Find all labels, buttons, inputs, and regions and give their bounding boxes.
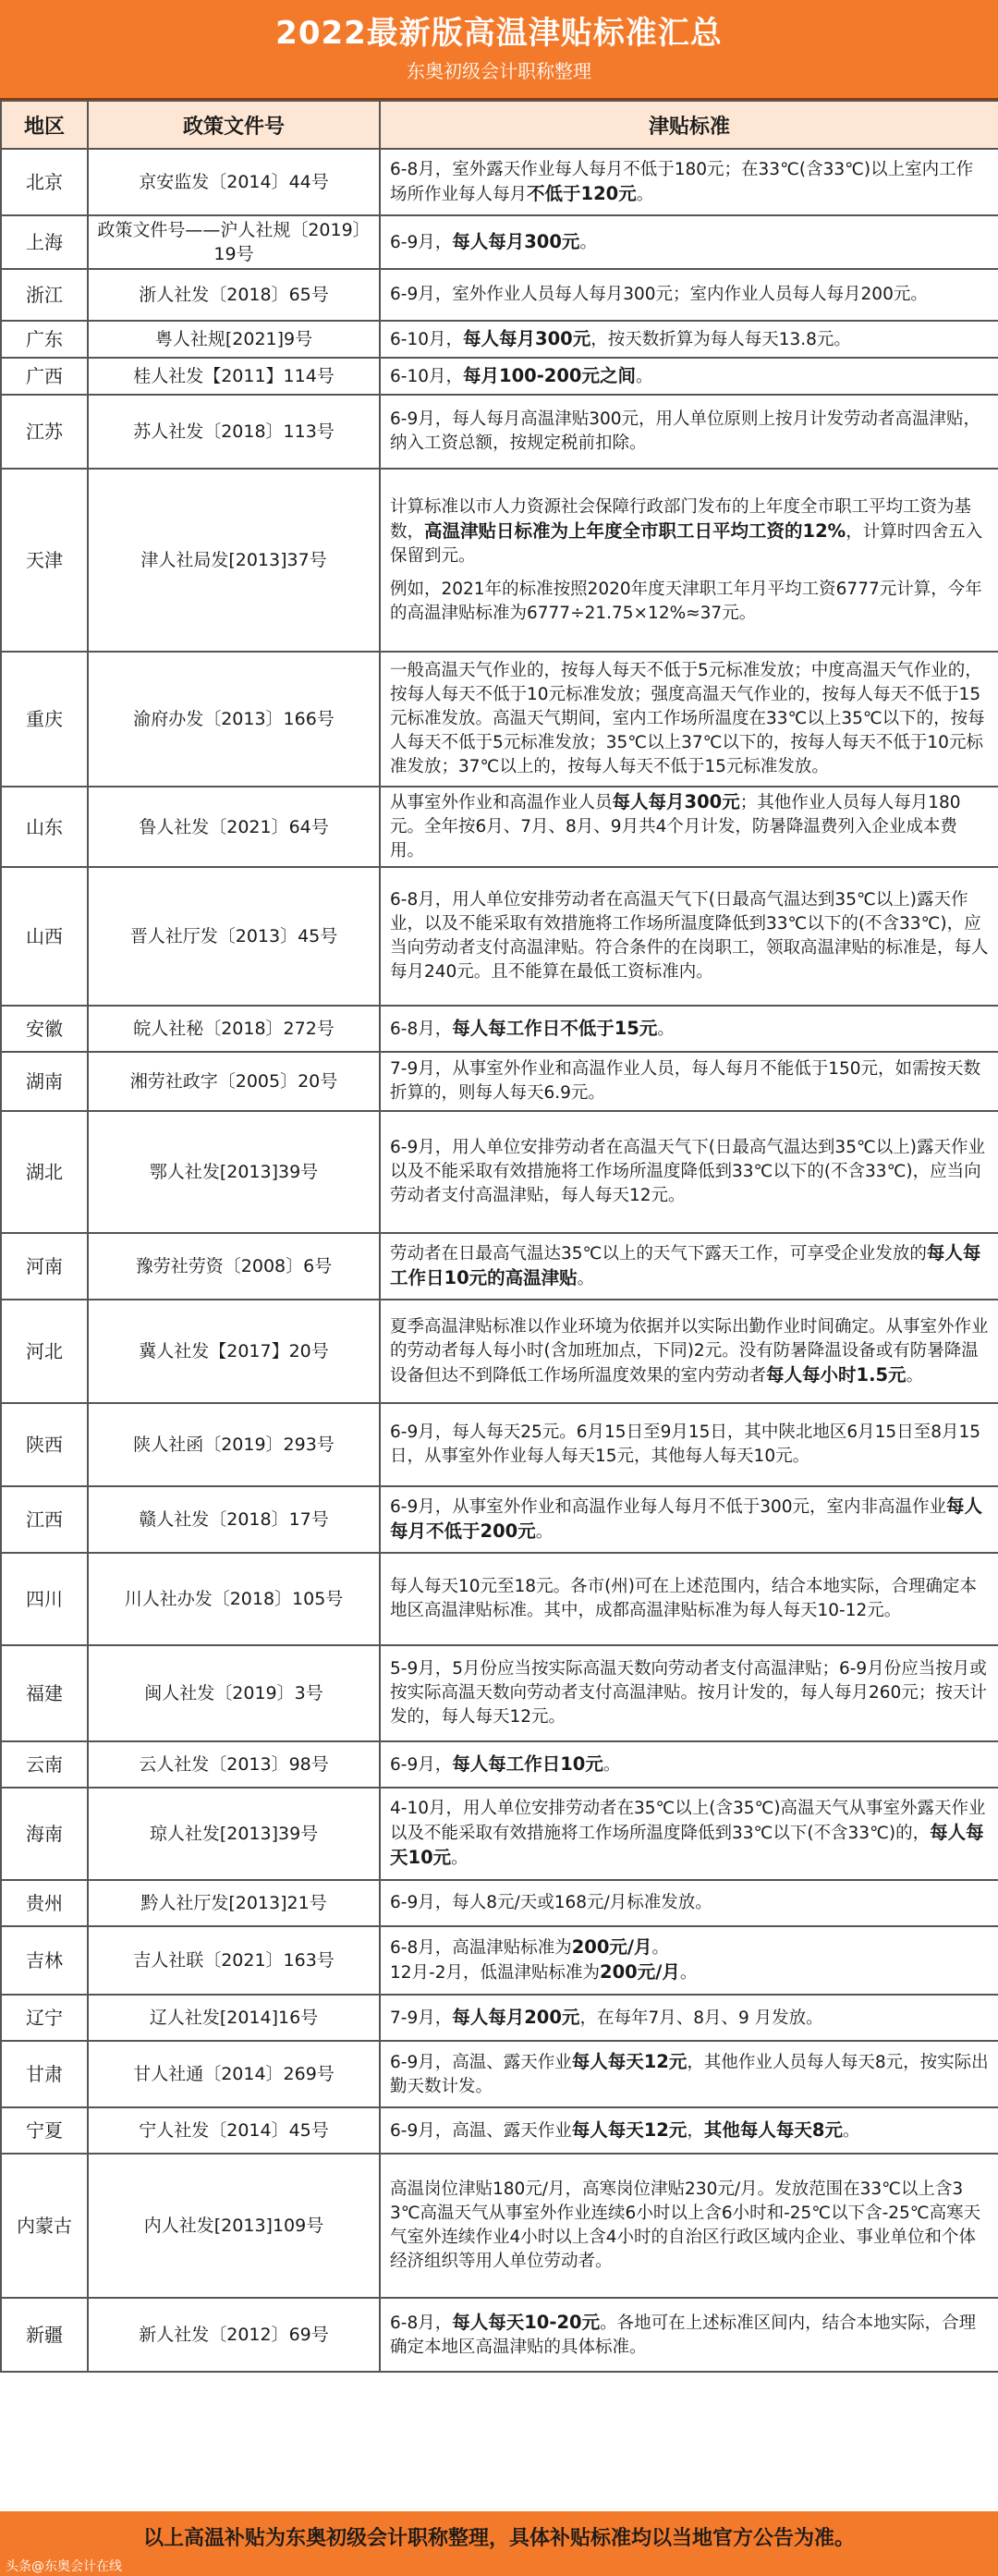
doc-number-cell: 内人社发[2013]109号: [88, 2154, 380, 2298]
doc-number-cell: 皖人社秘〔2018〕272号: [88, 1006, 380, 1052]
doc-number-cell: 浙人社发〔2018〕65号: [88, 269, 380, 321]
column-header-doc: 政策文件号: [88, 101, 380, 149]
region-cell: 重庆: [1, 652, 88, 787]
standard-text: 6-9月，: [390, 1754, 453, 1775]
standard-cell: [380, 1788, 998, 1880]
region-cell: 山东: [1, 787, 88, 867]
doc-number-cell: 宁人社发〔2014〕45号: [88, 2107, 380, 2154]
standard-highlight: 每人每月200元: [452, 2006, 580, 2028]
column-header-region: 地区: [1, 101, 88, 149]
doc-number-cell: 苏人社发〔2018〕113号: [88, 395, 380, 469]
table-row: [1, 1006, 998, 1052]
standard-text: 6-8月，高温津贴标准为: [390, 1938, 572, 1958]
standard-text: ，其他作业人员每人每天8元，按实际出勤天数计发。: [390, 2052, 989, 2096]
doc-number-cell: 鄂人社发[2013]39号: [88, 1111, 380, 1233]
standard-text: ，: [687, 2120, 704, 2141]
standard-text: 6-9月，室外作业人员每人每月300元；室内作业人员每人每月200元。: [390, 285, 928, 304]
standard-text: 。: [535, 1522, 554, 1542]
standard-text: 6-10月，: [390, 329, 463, 349]
region-cell: 江西: [1, 1486, 88, 1553]
standard-text: 6-8月，: [390, 2313, 453, 2333]
doc-number-cell: 津人社局发[2013]37号: [88, 469, 380, 652]
doc-number-cell: 渝府办发〔2013〕166号: [88, 652, 380, 787]
standard-cell: [380, 1926, 998, 1995]
standard-highlight: 每人每工作日不低于15元: [452, 1017, 658, 1039]
standard-cell: [380, 1741, 998, 1788]
standard-text: 6-10月，: [390, 366, 463, 386]
standard-cell: [380, 358, 998, 395]
standard-text: 从事室外作业和高温作业人员: [390, 793, 613, 812]
doc-number-cell: 琼人社发[2013]39号: [88, 1788, 380, 1880]
standard-highlight: 每人每工作日10元的高温津贴: [390, 1242, 981, 1288]
doc-number-cell: 辽人社发[2014]16号: [88, 1995, 380, 2041]
standard-text: 例如，2021年的标准按照2020年度天津职工年月平均工资6777元计算，今年的高温津贴标准为6777÷21.75×12%≈37元。: [390, 579, 982, 623]
standard-highlight: 每人每月300元: [612, 791, 740, 812]
standard-cell: [380, 215, 998, 269]
table-row: [1, 2298, 998, 2372]
standard-text: 6-9月，高温、露天作业: [390, 2052, 572, 2072]
standard-cell: [380, 1553, 998, 1645]
standard-text: 。: [651, 1938, 670, 1958]
standard-cell: [380, 149, 998, 215]
region-cell: 广东: [1, 321, 88, 358]
standard-text: 高温岗位津贴180元/月，高寒岗位津贴230元/月。发放范围在33℃以上含33℃高温天气从事室外作业连续6小时以上含6小时和-25℃以下含-25℃高寒天气室外连续作业4小时以上含4小时的自治区行政区域内企业、事业单位和个体经济组织等用人单位劳动者。: [390, 2179, 981, 2271]
standard-cell: [380, 1645, 998, 1741]
table-row: [1, 1111, 998, 1233]
standard-cell: [380, 269, 998, 321]
doc-number-cell: 闽人社发〔2019〕3号: [88, 1645, 380, 1741]
standard-text: 。: [579, 232, 597, 252]
standard-highlight: 每人每天10元: [390, 1822, 984, 1868]
table-row: [1, 395, 998, 469]
region-cell: 吉林: [1, 1926, 88, 1995]
table-row: [1, 1553, 998, 1645]
region-cell: 浙江: [1, 269, 88, 321]
standard-cell: [380, 1233, 998, 1300]
region-cell: 宁夏: [1, 2107, 88, 2154]
table-row: [1, 1741, 998, 1788]
doc-number-cell: 京安监发〔2014〕44号: [88, 149, 380, 215]
region-cell: 云南: [1, 1741, 88, 1788]
standard-cell: [380, 1403, 998, 1486]
page-subtitle: 东奥初级会计职称整理: [407, 60, 591, 82]
doc-number-cell: 粤人社规[2021]9号: [88, 321, 380, 358]
region-cell: 江苏: [1, 395, 88, 469]
standard-text: 。各地可在上述标准区间内，结合本地实际，合理确定本地区高温津贴的具体标准。: [390, 2313, 977, 2357]
doc-number-cell: 冀人社发【2017】20号: [88, 1300, 380, 1403]
standard-text: 。: [451, 1849, 469, 1868]
standard-cell: [380, 1006, 998, 1052]
region-cell: 湖南: [1, 1052, 88, 1111]
doc-number-cell: 桂人社发【2011】114号: [88, 358, 380, 395]
standard-text: 6-9月，每人每月高温津贴300元，用人单位原则上按月计发劳动者高温津贴，纳入工资总额，按规定税前扣除。: [390, 409, 981, 453]
footer-note: 以上高温补贴为东奥初级会计职称整理，具体补贴标准均以当地官方公告为准。: [142, 2527, 855, 2550]
standard-text: 。: [679, 1963, 698, 1983]
region-cell: 陕西: [1, 1403, 88, 1486]
region-cell: 四川: [1, 1553, 88, 1645]
standard-highlight: 高温津贴日标准为上年度全市职工日平均工资的12%: [424, 519, 846, 542]
standard-highlight: 每人每月300元: [463, 327, 591, 349]
standard-cell: [380, 2041, 998, 2107]
standard-text: 5-9月，5月份应当按实际高温天数向劳动者支付高温津贴；6-9月份应当按月或按实际高温天数向劳动者支付高温津贴。按月计发的，每人每月260元；按天计发的，每人每天12元。: [390, 1659, 987, 1727]
standard-cell: [380, 1300, 998, 1403]
table-row: [1, 1233, 998, 1300]
standard-text: 。: [636, 366, 653, 386]
page-footer: [0, 2511, 998, 2576]
table-row: [1, 867, 998, 1006]
standard-cell: [380, 1486, 998, 1553]
standard-text: ；其他作业人员每人每月180元。全年按6月、7月、8月、9月共4个月计发，防暑降温费列入企业成本费用。: [390, 793, 961, 861]
standard-cell: [380, 1111, 998, 1233]
region-cell: 上海: [1, 215, 88, 269]
doc-number-cell: 政策文件号——沪人社规〔2019〕19号: [88, 215, 380, 269]
standard-text: 。: [842, 2120, 860, 2141]
standard-cell: [380, 867, 998, 1006]
table-row: [1, 1880, 998, 1926]
region-cell: 甘肃: [1, 2041, 88, 2107]
table-row: [1, 321, 998, 358]
region-cell: 安徽: [1, 1006, 88, 1052]
standard-text: 6-9月，从事室外作业和高温作业每人每月不低于300元，室内非高温作业: [390, 1497, 947, 1517]
standard-text: 。: [906, 1365, 924, 1386]
table-row: [1, 358, 998, 395]
table-row: [1, 2041, 998, 2107]
standard-text: 6-9月，用人单位安排劳动者在高温天气下(日最高气温达到35℃以上)露天作业以及不能采取有效措施将工作场所温度降低到33℃以下的(不含33℃)，应当向劳动者支付高温津贴，每人每天12元。: [390, 1138, 985, 1205]
standard-text: 6-8月，室外露天作业每人每月不低于180元；在33℃(含33℃)以上室内工作场所作业每人每月: [390, 159, 974, 204]
standard-text: 夏季高温津贴标准以作业环境为依据并以实际出勤作业时间确定。从事室外作业的劳动者每人每小时(含加班加点，下同)2元。没有防暑降温设备或有防暑降温设备但达不到降低工作场所温度效果的室内劳动者: [390, 1316, 989, 1386]
table-body: [1, 149, 998, 2372]
doc-number-cell: 湘劳社政字〔2005〕20号: [88, 1052, 380, 1111]
standard-cell: [380, 652, 998, 787]
standard-text: 6-9月，每人每天25元。6月15日至9月15日，其中陕北地区6月15日至8月15日，从事室外作业每人每天15元，其他每人每天10元。: [390, 1422, 981, 1466]
page-title: 2022最新版高温津贴标准汇总: [275, 15, 723, 52]
standard-highlight: 每人每工作日10元: [452, 1752, 603, 1775]
standard-cell: [380, 1995, 998, 2041]
table-row: [1, 787, 998, 867]
region-cell: 海南: [1, 1788, 88, 1880]
standard-text: 12月-2月，低温津贴标准为: [390, 1963, 600, 1983]
allowance-table: [0, 100, 998, 2373]
table-row: [1, 215, 998, 269]
table-row: [1, 1300, 998, 1403]
standard-highlight: 每人每小时1.5元: [766, 1363, 907, 1386]
doc-number-cell: 云人社发〔2013〕98号: [88, 1741, 380, 1788]
standard-text: 。: [602, 1754, 621, 1775]
standard-highlight: 每人每天12元: [571, 2118, 688, 2141]
region-cell: 河北: [1, 1300, 88, 1403]
table-row: [1, 1995, 998, 2041]
table-row: [1, 1926, 998, 1995]
region-cell: 湖北: [1, 1111, 88, 1233]
standard-cell: [380, 2154, 998, 2298]
standard-cell: [380, 1052, 998, 1111]
standard-highlight: 每人每月不低于200元: [390, 1496, 983, 1542]
standard-text: 7-9月，从事室外作业和高温作业人员，每人每月不能低于150元，如需按天数折算的，则每人每天6.9元。: [390, 1059, 981, 1103]
page-header: [0, 0, 998, 100]
region-cell: 贵州: [1, 1880, 88, 1926]
standard-cell: [380, 2107, 998, 2154]
region-cell: 内蒙古: [1, 2154, 88, 2298]
doc-number-cell: 晋人社厅发〔2013〕45号: [88, 867, 380, 1006]
standard-text: 7-9月，: [390, 2008, 453, 2028]
region-cell: 广西: [1, 358, 88, 395]
standard-highlight: 每人每天10-20元: [452, 2311, 601, 2333]
standard-text: 6-9月，高温、露天作业: [390, 2120, 572, 2141]
standard-text: 每人每天10元至18元。各市(州)可在上述范围内，结合本地实际，合理确定本地区高温津贴标准。其中，成都高温津贴标准为每人每天10-12元。: [390, 1577, 978, 1620]
doc-number-cell: 陕人社函〔2019〕293号: [88, 1403, 380, 1486]
standard-cell: [380, 395, 998, 469]
table-row: [1, 1645, 998, 1741]
table-row: [1, 1486, 998, 1553]
doc-number-cell: 黔人社厅发[2013]21号: [88, 1880, 380, 1926]
region-cell: 山西: [1, 867, 88, 1006]
doc-number-cell: 川人社办发〔2018〕105号: [88, 1553, 380, 1645]
standard-cell: [380, 787, 998, 867]
doc-number-cell: 鲁人社发〔2021〕64号: [88, 787, 380, 867]
standard-cell: [380, 469, 998, 652]
footer-watermark: 头条@东奥会计在线: [6, 2559, 122, 2574]
standard-text: 4-10月，用人单位安排劳动者在35℃以上(含35℃)高温天气从事室外露天作业以及不能采取有效措施将工作场所温度降低到33℃以下(不含33℃)的，: [390, 1799, 986, 1843]
table-row: [1, 1788, 998, 1880]
region-cell: 福建: [1, 1645, 88, 1741]
table-header-row: [1, 101, 998, 149]
standard-text: 一般高温天气作业的，按每人每天不低于5元标准发放；中度高温天气作业的，按每人每天不低于10元标准发放；强度高温天气作业的，按每人每天不低于15元标准发放。高温天气期间，室内工作场所温度在33℃以上35℃以下的，按每人每天不低于5元标准发放；35℃以上37℃以下的，按每人每天不低于10元标准发放；37℃以上的，按每人每天不低于15元标准发放。: [390, 661, 985, 776]
region-cell: 河南: [1, 1233, 88, 1300]
standard-cell: [380, 2298, 998, 2372]
doc-number-cell: 豫劳社劳资〔2008〕6号: [88, 1233, 380, 1300]
region-cell: 新疆: [1, 2298, 88, 2372]
table-row: [1, 1403, 998, 1486]
doc-number-cell: 赣人社发〔2018〕17号: [88, 1486, 380, 1553]
standard-highlight: 其他每人每天8元: [703, 2118, 843, 2141]
standard-highlight: 每月100-200元之间: [463, 364, 637, 386]
standard-text: 。: [577, 1269, 595, 1288]
standard-highlight: 200元/月: [600, 1961, 680, 1983]
standard-highlight: 不低于120元: [527, 182, 637, 204]
standard-text: 。: [657, 1019, 675, 1039]
standard-cell: [380, 321, 998, 358]
table-row: [1, 269, 998, 321]
standard-text: 6-9月，每人8元/天或168元/月标准发放。: [390, 1893, 712, 1912]
table-row: [1, 1052, 998, 1111]
standard-text: 。: [636, 184, 654, 204]
standard-highlight: 每人每天12元: [571, 2050, 688, 2072]
region-cell: 北京: [1, 149, 88, 215]
table-row: [1, 652, 998, 787]
table-row: [1, 2107, 998, 2154]
standard-text: 6-8月，: [390, 1019, 453, 1039]
standard-text: 6-9月，: [390, 232, 453, 252]
standard-text: ，计算时四舍五入保留到元。: [390, 521, 983, 566]
standard-cell: [380, 1880, 998, 1926]
region-cell: 天津: [1, 469, 88, 652]
region-cell: 辽宁: [1, 1995, 88, 2041]
doc-number-cell: 甘人社通〔2014〕269号: [88, 2041, 380, 2107]
standard-text: 6-8月，用人单位安排劳动者在高温天气下(日最高气温达到35℃以上)露天作业，以及不能采取有效措施将工作场所温度降低到33℃以下的(不含33℃)，应当向劳动者支付高温津贴。符合条件的在岗职工，领取高温津贴的标准是，每人每月240元。且不能算在最低工资标准内。: [390, 890, 989, 982]
doc-number-cell: 新人社发〔2012〕69号: [88, 2298, 380, 2372]
standard-text: 劳动者在日最高气温达35℃以上的天气下露天工作，可享受企业发放的: [390, 1244, 927, 1264]
table-row: [1, 469, 998, 652]
standard-text: ，按天数折算为每人每天13.8元。: [590, 329, 851, 349]
standard-highlight: 200元/月: [571, 1936, 652, 1958]
column-header-standard: 津贴标准: [380, 101, 998, 149]
standard-text: ，在每年7月、8月、9 月发放。: [579, 2008, 823, 2028]
doc-number-cell: 吉人社联〔2021〕163号: [88, 1926, 380, 1995]
standard-highlight: 每人每月300元: [452, 230, 580, 252]
standard-text: 计算标准以市人力资源社会保障行政部门发布的上年度全市职工平均工资为基数，: [390, 496, 972, 542]
table-row: [1, 149, 998, 215]
table-row: [1, 2154, 998, 2298]
